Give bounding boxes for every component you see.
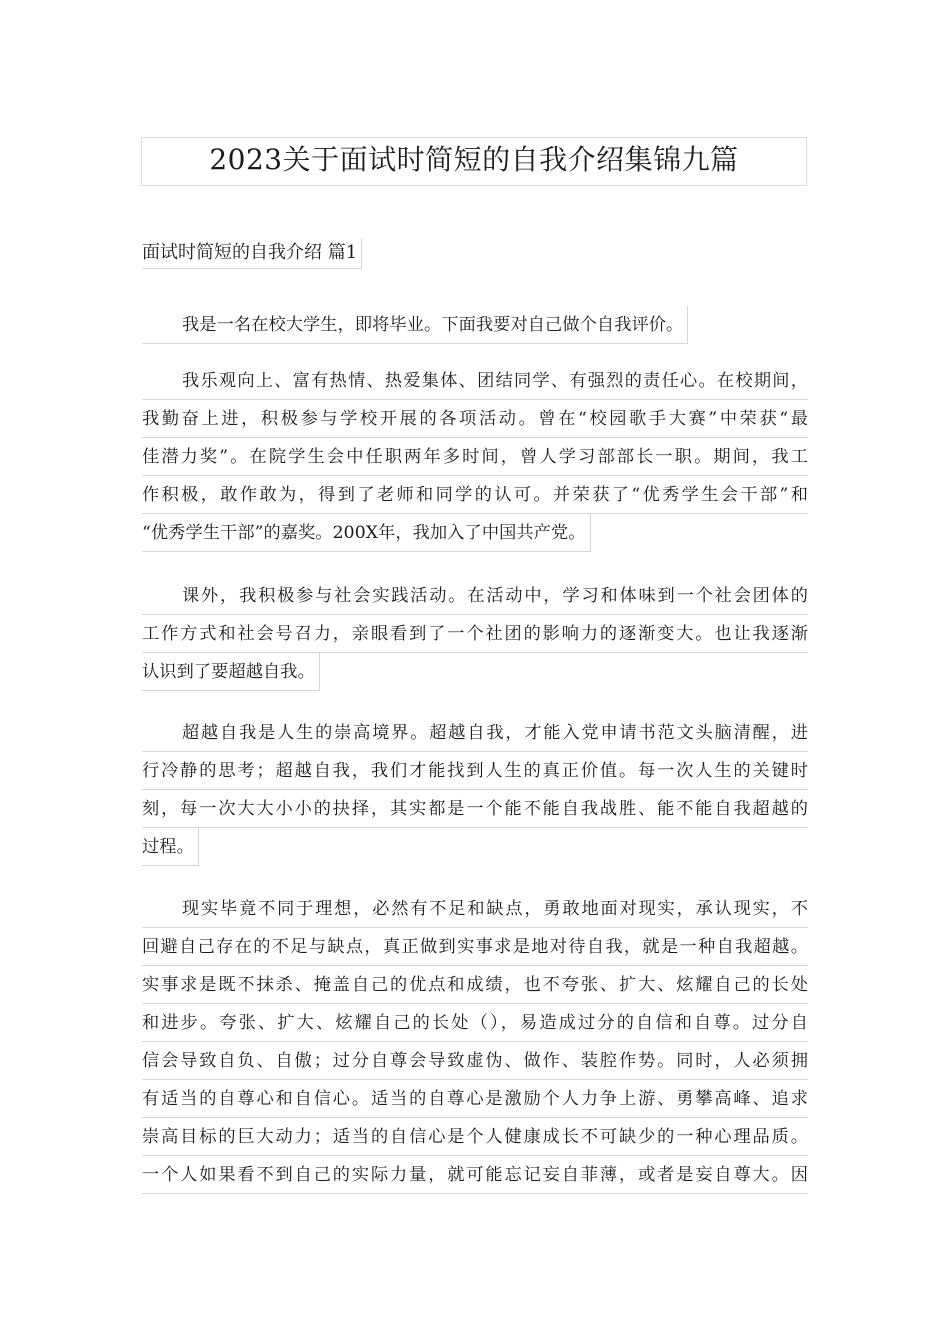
text-line: 回避自己存在的不足与缺点，真正做到实事求是地对待自我，就是一种自我超越。 [142,928,808,966]
text-line: 佳潜力奖”。在院学生会中任职两年多时间，曾人学习部部长一职。期间，我工 [142,438,808,476]
paragraph-4 [142,714,808,866]
text-line: 工作方式和社会号召力，亲眼看到了一个社团的影响力的逐渐变大。也让我逐渐 [142,615,808,653]
paragraph-1 [142,306,808,344]
text-line: 实事求是既不抹杀、掩盖自己的优点和成绩，也不夸张、扩大、炫耀自己的长处 [142,966,808,1004]
paragraph-2 [142,362,808,552]
text-line: 认识到了要超越自我。 [142,653,320,691]
text-line: 现实毕竟不同于理想，必然有不足和缺点，勇敢地面对现实，承认现实，不 [142,890,808,928]
text-line: 有适当的自尊心和自信心。适当的自尊心是激励个人力争上游、勇攀高峰、追求 [142,1080,808,1118]
text-line: 崇高目标的巨大动力；适当的自信心是个人健康成长不可缺少的一种心理品质。 [142,1118,808,1156]
text-line: 我乐观向上、富有热情、热爱集体、团结同学、有强烈的责任心。在校期间， [142,362,808,400]
text-line: “优秀学生干部”的嘉奖。200X年，我加入了中国共产党。 [142,514,591,552]
text-line: 和进步。夸张、扩大、炫耀自己的长处（），易造成过分的自信和自尊。过分自 [142,1004,808,1042]
text-line: 信会导致自负、自傲；过分自尊会导致虚伪、做作、装腔作势。同时，人必须拥 [142,1042,808,1080]
text-line: 课外，我积极参与社会实践活动。在活动中，学习和体味到一个社会团体的 [142,577,808,615]
text-line: 刻，每一次大大小小的抉择，其实都是一个能不能自我战胜、能不能自我超越的 [142,790,808,828]
text-line: 行冷静的思考；超越自我，我们才能找到人生的真正价值。每一次人生的关键时 [142,752,808,790]
document-title: 2023关于面试时简短的自我介绍集锦九篇 [141,137,807,186]
text-line: 作积极，敢作敢为，得到了老师和同学的认可。并荣获了“优秀学生会干部”和 [142,476,808,514]
text-line: 我是一名在校大学生，即将毕业。下面我要对自己做个自我评价。 [142,306,688,344]
paragraph-3 [142,577,808,691]
text-line: 过程。 [142,828,199,866]
paragraph-5 [142,890,808,1194]
text-line: 超越自我是人生的崇高境界。超越自我，才能入党申请书范文头脑清醒，进 [142,714,808,752]
section-heading: 面试时简短的自我介绍 篇1 [142,238,362,269]
text-line: 一个人如果看不到自己的实际力量，就可能忘记妄自菲薄，或者是妄自尊大。因 [142,1156,808,1194]
text-line: 我勤奋上进，积极参与学校开展的各项活动。曾在“校园歌手大赛”中荣获“最 [142,400,808,438]
